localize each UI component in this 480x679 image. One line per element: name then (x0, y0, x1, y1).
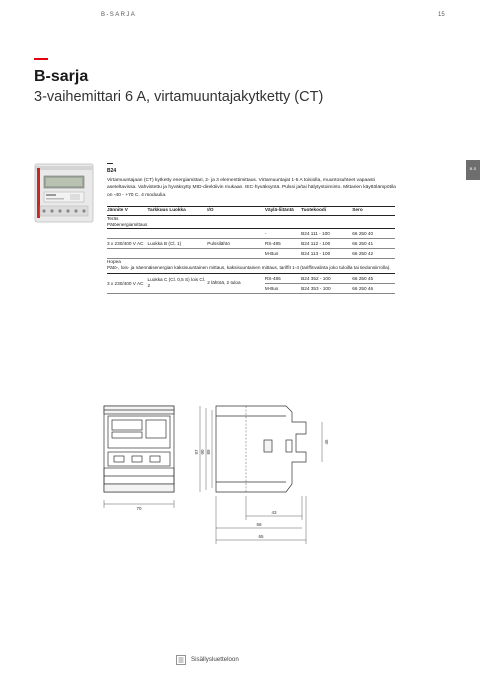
cell-interface: RS-485 (265, 238, 301, 248)
cell-product-code: B24 352 - 100 (301, 273, 352, 283)
dim-height-mid: 90 (200, 449, 205, 455)
list-icon (176, 655, 186, 665)
page-subtitle: 3-vaihemittari 6 A, virtamuuntajakytketty (CT) (34, 89, 324, 105)
product-description: Virtamuuntajaan (CT) kytketty energiamittari, 2- ja 3 elementtimittaus. Virtamuuntajat 1-5 A toisiolla, muuntosuhteet vapaasti aseteltavissa. Vahvistettu ja hyväksytty MID-direktiivin mukaan. IEC-hyväksyntä. Pulssi ja/tai hälytystoiminto. Mittarien käyttölämpötila on -40 - +70 C. 4 moduulia. (107, 178, 396, 198)
cell-product-code: B24 111 - 100 (301, 228, 352, 238)
cell-io: 2 lähtöä, 2 tuloa (207, 273, 265, 293)
cell-interface: M-Bus (265, 248, 301, 258)
code-dash (107, 163, 113, 164)
cell-product-code: B24 353 - 100 (301, 283, 352, 293)
cell-io: Pulssilähtö (207, 238, 265, 248)
group-name: Hopea (107, 258, 395, 265)
table-row (107, 228, 395, 238)
cell-accuracy: Luokka B (Cl. 1) (148, 238, 208, 248)
page-number: 15 (438, 12, 445, 18)
cell-product-code: B24 113 - 100 (301, 248, 352, 258)
ordering-table (107, 206, 395, 294)
cell-serial: 66 250 40 (352, 228, 395, 238)
side-view (216, 406, 306, 492)
dim-height-outer: 97 (194, 449, 199, 455)
cell-serial: 66 250 42 (352, 248, 395, 258)
front-view (104, 406, 174, 508)
toc-link-label: Sisällysluetteloon (191, 656, 239, 663)
page-title: B-sarja (34, 68, 89, 85)
dim-height-inner: 89 (206, 449, 211, 455)
header-voltage: Jännite V (107, 207, 148, 216)
chapter-side-tab[interactable] (466, 160, 480, 180)
cell-voltage: 3 x 230/400 V AC (107, 273, 148, 293)
cell-interface: - (265, 228, 301, 238)
cell-voltage: 3 x 230/400 V AC (107, 238, 148, 248)
group-note: Pätöenergiamittaus (107, 221, 148, 227)
table-row (107, 248, 395, 258)
header-product-code: Tuotekoodi (301, 207, 352, 216)
group-name: Teräs (107, 215, 395, 222)
group-note: Pätö-, lois- ja näennäisenergian kaksisuuntainen mittaus, kaksisuuntainen mittaus, tariffit 1-4 (tariffinvalinta joko tuloilla tai tiedonsiirrolla). (107, 264, 391, 270)
table-header-row (107, 207, 395, 216)
dimension-drawing (96, 396, 356, 556)
dim-rail-height: 45 (324, 439, 329, 445)
group-note-row (107, 265, 395, 274)
product-code: B24 (107, 168, 117, 174)
dim-depth-1: 43 (271, 510, 277, 515)
cell-accuracy: Luokka C (Cl. 0,5 S) lois Cl. 2 (148, 273, 208, 293)
side-tab-label: B-S (469, 166, 477, 171)
cell-interface: RS-485 (265, 273, 301, 283)
cell-serial: 66 250 46 (352, 283, 395, 293)
header-io: I/O (207, 207, 265, 216)
header-interface: Väylä-liitäntä (265, 207, 301, 216)
header-accuracy: Tarkkuus Luokka (148, 207, 208, 216)
cell-product-code: B24 112 - 100 (301, 238, 352, 248)
cell-interface: M-Bus (265, 283, 301, 293)
dim-depth-3: 65 (258, 534, 264, 539)
accent-bar (34, 58, 48, 60)
cell-serial: 66 250 45 (352, 273, 395, 283)
table-row (107, 273, 395, 283)
dim-depth-2: 58 (256, 522, 262, 527)
dim-front-width: 70 (136, 506, 142, 511)
header-serial: Sero (352, 207, 395, 216)
running-header-series: B-SARJA (101, 12, 137, 18)
table-row (107, 238, 395, 248)
meter-product-image (34, 162, 94, 224)
cell-serial: 66 250 41 (352, 238, 395, 248)
